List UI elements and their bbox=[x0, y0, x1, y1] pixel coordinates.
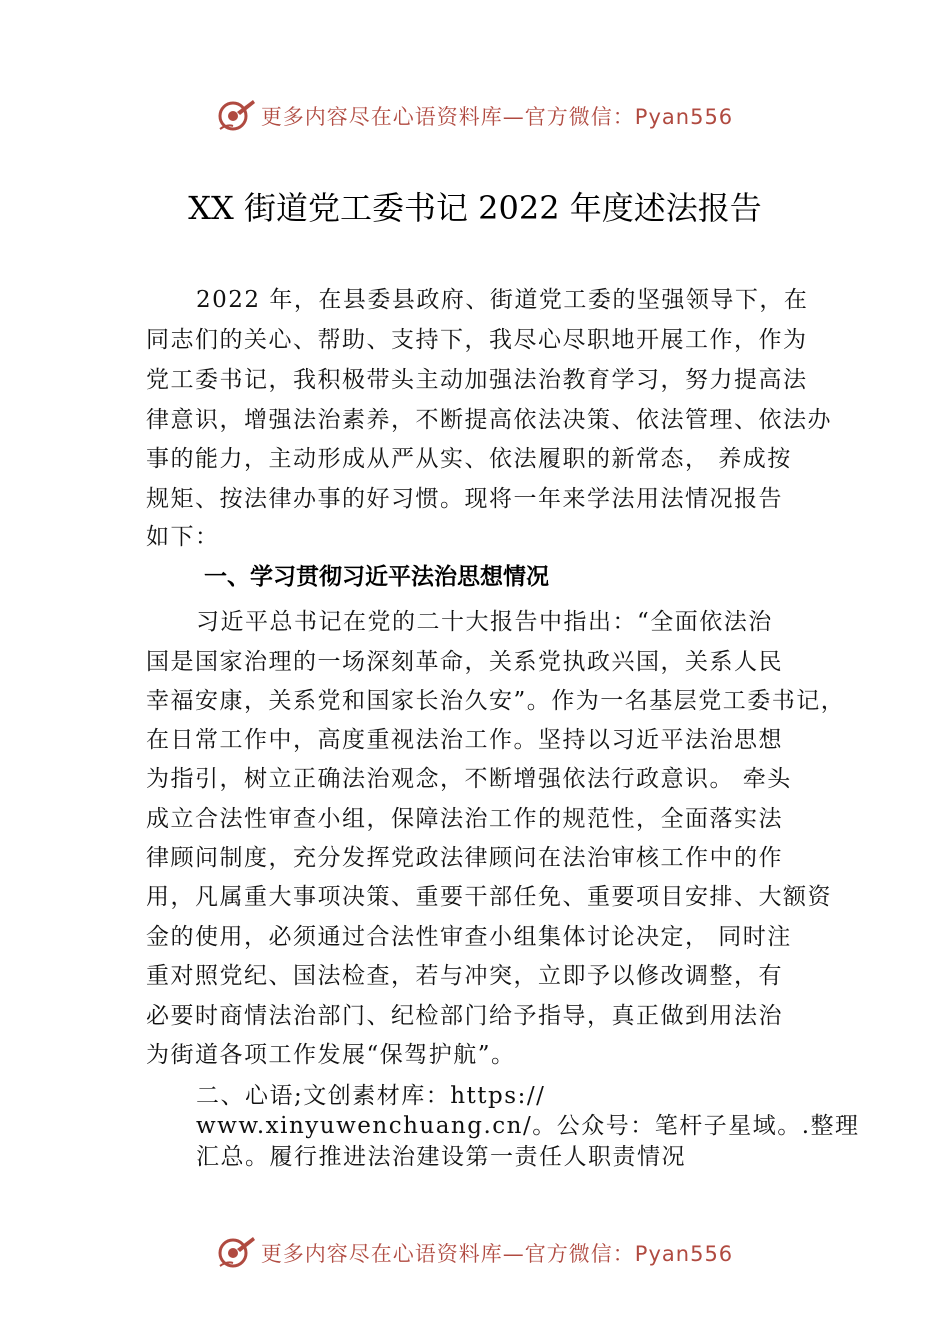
paragraph-line: 用，凡属重大事项决策、重要干部任免、重要项目安排、大额资 bbox=[146, 884, 832, 910]
paragraph-line: 在日常工作中，高度重视法治工作。坚持以习近平法治思想 bbox=[146, 727, 783, 753]
section-heading: 一、学习贯彻习近平法治思想情况 bbox=[204, 564, 549, 590]
paragraph-line: 国是国家治理的一场深刻革命，关系党执政兴国，关系人民 bbox=[146, 649, 783, 675]
paragraph-line: 党工委书记，我积极带头主动加强法治教育学习，努力提高法 bbox=[146, 367, 808, 393]
paragraph-line: 成立合法性审查小组，保障法治工作的规范性，全面落实法 bbox=[146, 806, 783, 832]
paragraph-line: 金的使用，必须通过合法性审查小组集体讨论决定， 同时注 bbox=[146, 924, 792, 950]
paragraph-line: 律意识，增强法治素养，不断提高依法决策、依法管理、依法办 bbox=[146, 407, 832, 433]
paragraph-line: 幸福安康，关系党和国家长治久安”。作为一名基层党工委书记， bbox=[146, 688, 846, 714]
paragraph-line: www.xinyuwenchuang.cn/。公众号：笔杆子星域。.整理 bbox=[196, 1113, 860, 1139]
watermark-footer bbox=[0, 1231, 950, 1275]
paragraph-line: 习近平总书记在党的二十大报告中指出：“全面依法治 bbox=[196, 609, 773, 635]
paragraph-line: 为指引，树立正确法治观念，不断增强依法行政意识。 牵头 bbox=[146, 766, 792, 792]
paragraph-line: 如下： bbox=[146, 524, 220, 550]
paragraph-line: 必要时商情法治部门、纪检部门给予指导，真正做到用法治 bbox=[146, 1003, 783, 1029]
pen-logo-icon bbox=[217, 1235, 257, 1271]
pen-logo-icon bbox=[217, 98, 257, 134]
paragraph-line: 规矩、按法律办事的好习惯。现将一年来学法用法情况报告 bbox=[146, 486, 783, 512]
document-title: XX 街道党工委书记 2022 年度述法报告 bbox=[188, 189, 762, 227]
paragraph-line: 重对照党纪、国法检查，若与冲突，立即予以修改调整，有 bbox=[146, 963, 783, 989]
paragraph-line: 2022 年，在县委县政府、街道党工委的坚强领导下，在 bbox=[196, 287, 809, 313]
paragraph-line: 为街道各项工作发展“保驾护航”。 bbox=[146, 1042, 516, 1068]
paragraph-line: 汇总。履行推进法治建设第一责任人职责情况 bbox=[196, 1144, 686, 1170]
watermark-header bbox=[0, 94, 950, 138]
watermark-text: 更多内容尽在心语资料库—官方微信：Pyan556 bbox=[260, 1242, 734, 1266]
paragraph-line: 事的能力，主动形成从严从实、依法履职的新常态， 养成按 bbox=[146, 446, 792, 472]
paragraph-line: 二、心语;文创素材库：https:// bbox=[196, 1083, 546, 1109]
paragraph-line: 律顾问制度，充分发挥党政法律顾问在法治审核工作中的作 bbox=[146, 845, 783, 871]
watermark-text: 更多内容尽在心语资料库—官方微信：Pyan556 bbox=[260, 105, 734, 129]
paragraph-line: 同志们的关心、帮助、支持下，我尽心尽职地开展工作，作为 bbox=[146, 327, 808, 353]
